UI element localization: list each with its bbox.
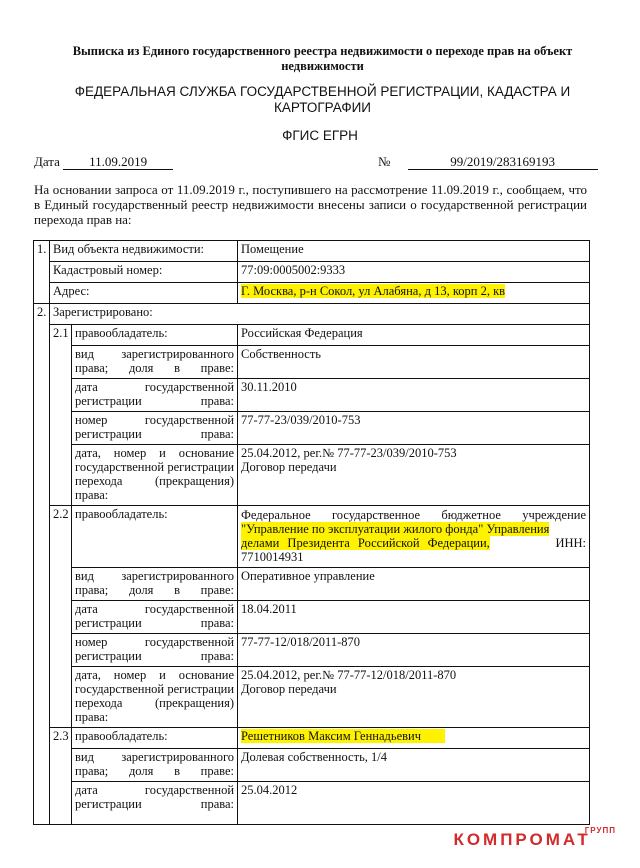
reg-date-label: дата государственной регистрации права: <box>72 379 238 412</box>
registry-table <box>33 240 590 825</box>
object-type-label: Вид объекта недвижимости: <box>50 241 238 262</box>
holder-number: 2.2 <box>50 506 72 728</box>
reg-date-value: 25.04.2012 <box>238 782 590 825</box>
table-row <box>34 568 590 601</box>
right-type-label: вид зарегистрированного права; доля в праве: <box>72 749 238 782</box>
date-value: 11.09.2019 <box>63 155 173 170</box>
date-line <box>34 154 173 170</box>
table-row <box>34 782 590 825</box>
table-row <box>34 283 590 304</box>
number-value: 99/2019/283169193 <box>408 155 598 170</box>
transfer-basis-line: 25.04.2012, рег.№ 77-77-12/018/2011-870 <box>241 668 457 682</box>
table-row <box>34 601 590 634</box>
table-row <box>34 634 590 667</box>
holder-label: правообладатель: <box>72 728 238 749</box>
table-row <box>34 412 590 445</box>
transfer-basis-label: дата, номер и основание государственной регистрации перехода (прекращения) права: <box>72 445 238 506</box>
holder-name-highlight: Решетников Максим Геннадьевич <box>241 729 445 743</box>
holder-name-line <box>241 522 586 536</box>
watermark-text: КОМПРОМАТ <box>453 830 591 849</box>
holder-name: Российская Федерация <box>238 325 590 346</box>
reg-date-label: дата государственной регистрации права: <box>72 782 238 825</box>
watermark-logo <box>453 826 622 850</box>
holder-label: правообладатель: <box>72 506 238 568</box>
holder-name <box>238 728 590 749</box>
holder-number: 2.1 <box>50 325 72 506</box>
address-label: Адрес: <box>50 283 238 304</box>
number-label: № <box>378 154 391 169</box>
table-row <box>34 728 590 749</box>
holder-name-highlight: "Управление по эксплуатации жилого фонда" Управления <box>241 522 550 536</box>
number-line <box>378 154 598 170</box>
reg-number-value: 77-77-12/018/2011-870 <box>238 634 590 667</box>
table-row <box>34 667 590 728</box>
reg-date-label: дата государственной регистрации права: <box>72 601 238 634</box>
table-row <box>34 749 590 782</box>
reg-number-label: номер государственной регистрации права: <box>72 634 238 667</box>
table-row <box>34 346 590 379</box>
table-row <box>34 304 590 325</box>
transfer-basis-line: Договор передачи <box>241 460 337 474</box>
section-number: 1. <box>34 241 50 304</box>
address-value <box>238 283 590 304</box>
table-row <box>34 262 590 283</box>
intro-paragraph: На основании запроса от 11.09.2019 г., поступившего на рассмотрение 11.09.2019 г., сообщаем, что в Единый государственный реестр недвижимости внесены записи о государственной регистрации перехода прав на: <box>34 182 587 227</box>
table-row <box>34 379 590 412</box>
document-title: Выписка из Единого государственного реестра недвижимости о переходе прав на объект недвижимости <box>72 44 573 73</box>
agency-name: ФЕДЕРАЛЬНАЯ СЛУЖБА ГОСУДАРСТВЕННОЙ РЕГИСТРАЦИИ, КАДАСТРА И КАРТОГРАФИИ <box>74 84 571 115</box>
transfer-basis-value <box>238 667 590 728</box>
inn-value: 7710014931 <box>241 550 304 564</box>
reg-number-label: номер государственной регистрации права: <box>72 412 238 445</box>
right-type-value: Оперативное управление <box>238 568 590 601</box>
table-row <box>34 325 590 346</box>
holder-name <box>238 506 590 568</box>
date-label: Дата <box>34 154 60 169</box>
holder-name-line <box>241 536 586 550</box>
transfer-basis-value <box>238 445 590 506</box>
transfer-basis-label: дата, номер и основание государственной регистрации перехода (прекращения) права: <box>72 667 238 728</box>
transfer-basis-line: 25.04.2012, рег.№ 77-77-23/039/2010-753 <box>241 446 457 460</box>
object-type-value: Помещение <box>238 241 590 262</box>
transfer-basis-line: Договор передачи <box>241 682 337 696</box>
table-row <box>34 506 590 568</box>
right-type-label: вид зарегистрированного права; доля в праве: <box>72 346 238 379</box>
holder-label: правообладатель: <box>72 325 238 346</box>
right-type-label: вид зарегистрированного права; доля в праве: <box>72 568 238 601</box>
cadastral-number-value: 77:09:0005002:9333 <box>238 262 590 283</box>
reg-number-value: 77-77-23/039/2010-753 <box>238 412 590 445</box>
holder-number: 2.3 <box>50 728 72 825</box>
holder-name-line: Федеральное государственное бюджетное учреждение <box>241 508 587 522</box>
right-type-value: Собственность <box>238 346 590 379</box>
cadastral-number-label: Кадастровый номер: <box>50 262 238 283</box>
watermark-sup: ГРУПП <box>584 826 616 835</box>
holder-name-highlight: делами Президента Российской Федерации, <box>241 536 490 550</box>
reg-date-value: 30.11.2010 <box>238 379 590 412</box>
table-row <box>34 445 590 506</box>
section-number: 2. <box>34 304 50 825</box>
table-row <box>34 241 590 262</box>
inn-label: ИНН: <box>555 536 587 550</box>
address-highlight: Г. Москва, р-н Сокол, ул Алабяна, д 13, корп 2, кв <box>241 284 506 298</box>
right-type-value: Долевая собственность, 1/4 <box>238 749 590 782</box>
registered-label: Зарегистрировано: <box>50 304 590 325</box>
reg-date-value: 18.04.2011 <box>238 601 590 634</box>
system-name: ФГИС ЕГРН <box>282 128 358 143</box>
